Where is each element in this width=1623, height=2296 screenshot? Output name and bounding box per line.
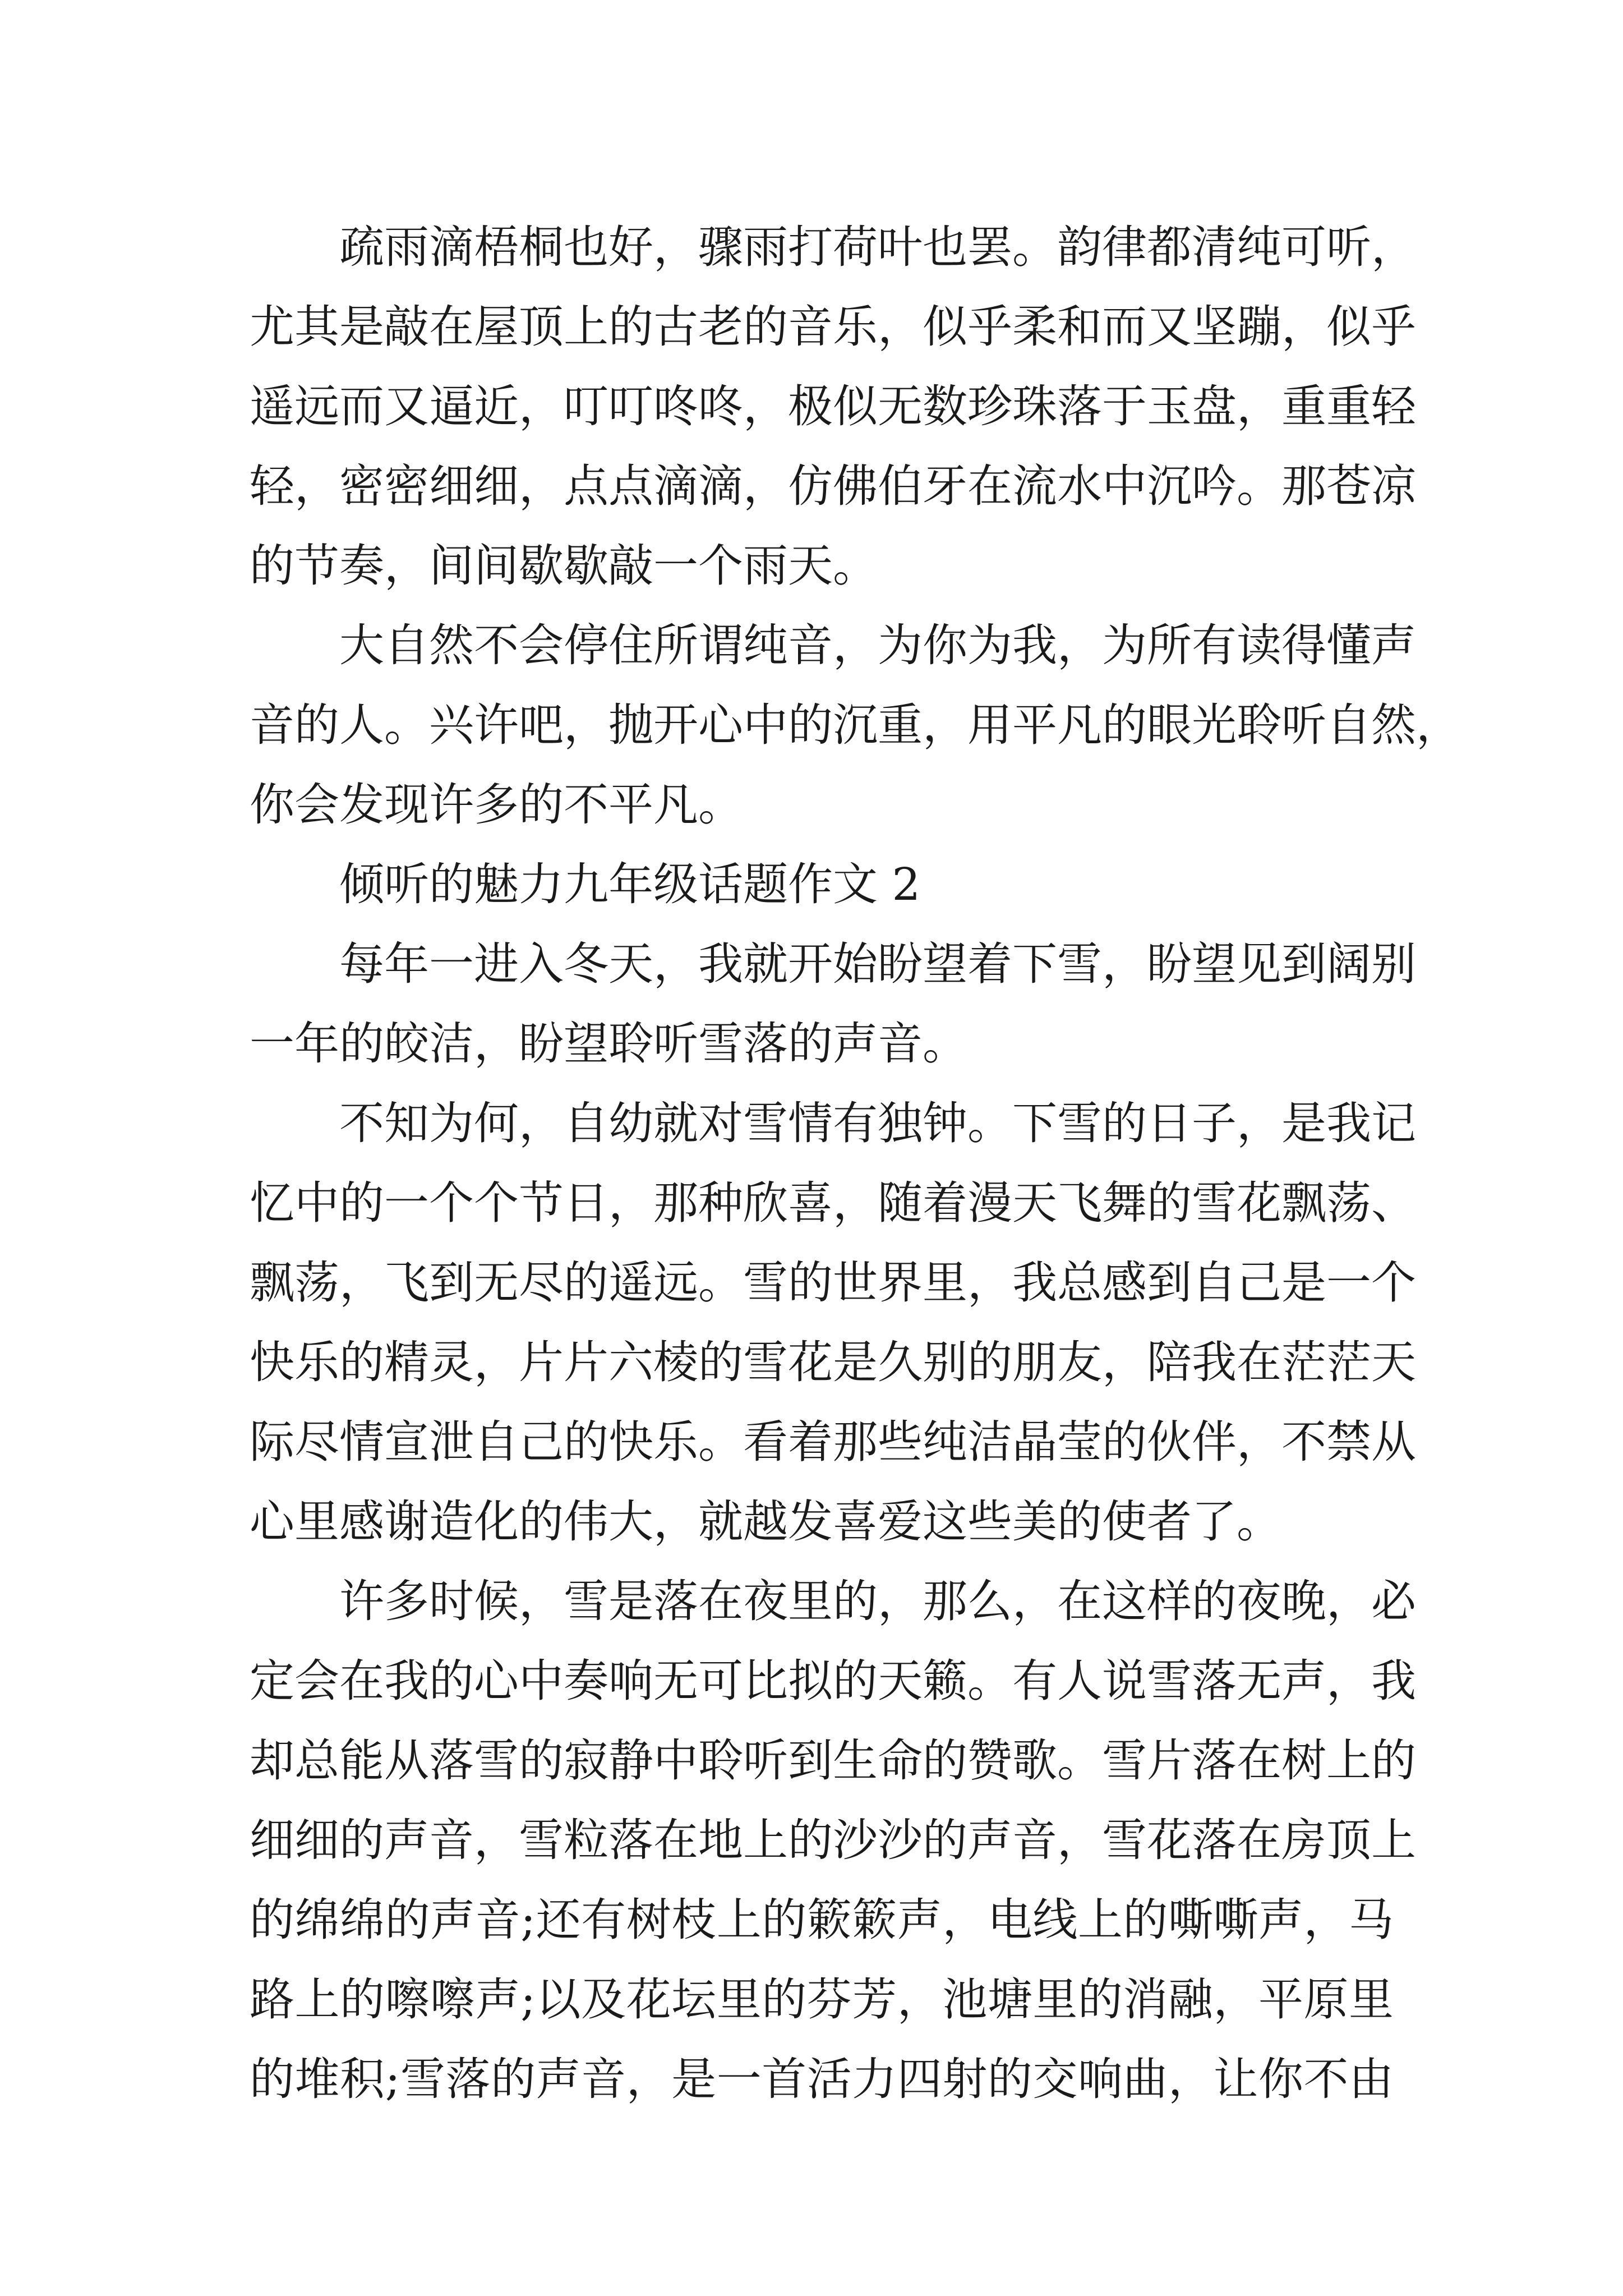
paragraph-line: 飘荡，飞到无尽的遥远。雪的世界里，我总感到自己是一个 [250,1257,1416,1309]
paragraph-line: 的堆积;雪落的声音，是一首活力四射的交响曲，让你不由 [250,2053,1394,2105]
paragraph-line: 的绵绵的声音;还有树枝上的簌簌声，电线上的嘶嘶声，马 [250,1894,1394,1946]
body-text [250,208,1461,2119]
paragraph-line: 细细的声音，雪粒落在地上的沙沙的声音，雪花落在房顶上 [250,1814,1416,1866]
section-heading: 倾听的魅力九年级话题作文 2 [339,858,921,910]
paragraph-line: 每年一进入冬天，我就开始盼望着下雪，盼望见到阔别 [339,938,1416,990]
paragraph-line: 许多时候，雪是落在夜里的，那么，在这样的夜晚，必 [339,1575,1416,1627]
paragraph-line: 尤其是敲在屋顶上的古老的音乐，似乎柔和而又坚蹦，似乎 [250,301,1416,353]
paragraph-line: 你会发现许多的不平凡。 [250,779,743,831]
paragraph-line: 大自然不会停住所谓纯音，为你为我，为所有读得懂声 [339,619,1416,671]
paragraph-line: 轻，密密细细，点点滴滴，仿佛伯牙在流水中沉吟。那苍凉 [250,460,1416,512]
paragraph-line: 快乐的精灵，片片六棱的雪花是久别的朋友，陪我在茫茫天 [250,1336,1416,1388]
paragraph-line: 不知为何，自幼就对雪情有独钟。下雪的日子，是我记 [339,1097,1416,1149]
paragraph-line: 疏雨滴梧桐也好，骤雨打荷叶也罢。韵律都清纯可听， [339,221,1416,273]
paragraph-line: 的节奏，间间歇歇敲一个雨天。 [250,540,878,592]
paragraph-line: 一年的皎洁，盼望聆听雪落的声音。 [250,1018,967,1070]
paragraph-line: 路上的嚓嚓声;以及花坛里的芬芳，池塘里的消融，平原里 [250,1973,1394,2026]
paragraph-line: 忆中的一个个节日，那种欣喜，随着漫天飞舞的雪花飘荡、 [250,1177,1416,1229]
paragraph-line: 际尽情宣泄自己的快乐。看着那些纯洁晶莹的伙伴，不禁从 [250,1416,1416,1468]
paragraph-line: 音的人。兴许吧，抛开心中的沉重，用平凡的眼光聆听自然， [250,699,1461,751]
paragraph-line: 定会在我的心中奏响无可比拟的天籁。有人说雪落无声，我 [250,1655,1416,1707]
paragraph-line: 遥远而又逼近，叮叮咚咚，极似无数珍珠落于玉盘，重重轻 [250,380,1416,432]
paragraph-line: 却总能从落雪的寂静中聆听到生命的赞歌。雪片落在树上的 [250,1734,1416,1787]
paragraph-line: 心里感谢造化的伟大，就越发喜爱这些美的使者了。 [250,1496,1281,1548]
